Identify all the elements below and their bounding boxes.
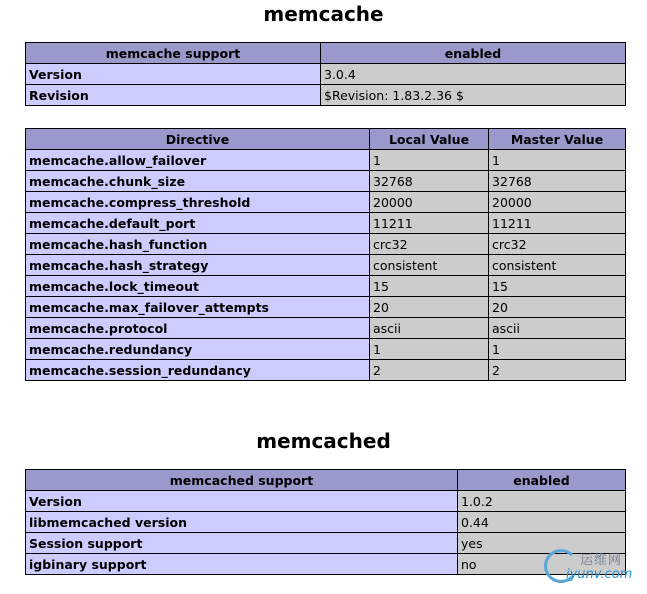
directive-name: memcache.hash_strategy: [26, 255, 370, 276]
directive-name: memcache.allow_failover: [26, 150, 370, 171]
master-value: 1: [489, 339, 626, 360]
master-value: consistent: [489, 255, 626, 276]
master-value: 11211: [489, 213, 626, 234]
table-row: [26, 276, 626, 297]
row-value: 3.0.4: [321, 64, 626, 85]
local-value: crc32: [370, 234, 489, 255]
header-cell: Master Value: [489, 129, 626, 150]
local-value: consistent: [370, 255, 489, 276]
master-value: 32768: [489, 171, 626, 192]
table-row: [26, 554, 626, 575]
master-value: crc32: [489, 234, 626, 255]
master-value: ascii: [489, 318, 626, 339]
watermark-url-text: iyunv.com: [566, 567, 633, 582]
directive-name: memcache.compress_threshold: [26, 192, 370, 213]
header-cell: Directive: [26, 129, 370, 150]
directive-name: memcache.session_redundancy: [26, 360, 370, 381]
table-row: [26, 360, 626, 381]
local-value: 15: [370, 276, 489, 297]
table-row: [26, 297, 626, 318]
row-value: no: [458, 554, 626, 575]
memcached-support-table: [25, 469, 626, 575]
table-row: [26, 491, 626, 512]
table-row: [26, 533, 626, 554]
row-key: libmemcached version: [26, 512, 458, 533]
header-cell: enabled: [321, 43, 626, 64]
table-row: [26, 255, 626, 276]
table-row: [26, 150, 626, 171]
row-key: Version: [26, 64, 321, 85]
local-value: 20: [370, 297, 489, 318]
local-value: 1: [370, 339, 489, 360]
table-header-row: [26, 43, 626, 64]
master-value: 2: [489, 360, 626, 381]
local-value: 11211: [370, 213, 489, 234]
table-row: [26, 64, 626, 85]
section-title-memcached: memcached: [256, 429, 391, 453]
row-value: $Revision: 1.83.2.36 $: [321, 85, 626, 106]
site-watermark: [540, 545, 645, 590]
header-cell: memcached support: [26, 470, 458, 491]
directive-name: memcache.max_failover_attempts: [26, 297, 370, 318]
table-row: [26, 339, 626, 360]
table-row: [26, 213, 626, 234]
table-row: [26, 234, 626, 255]
master-value: 15: [489, 276, 626, 297]
row-key: Version: [26, 491, 458, 512]
local-value: ascii: [370, 318, 489, 339]
memcache-directives-table: [25, 128, 626, 381]
local-value: 2: [370, 360, 489, 381]
table-header-row: [26, 470, 626, 491]
table-row: [26, 512, 626, 533]
master-value: 20: [489, 297, 626, 318]
local-value: 20000: [370, 192, 489, 213]
row-key: igbinary support: [26, 554, 458, 575]
directive-name: memcache.hash_function: [26, 234, 370, 255]
row-value: yes: [458, 533, 626, 554]
directive-name: memcache.redundancy: [26, 339, 370, 360]
header-cell: memcache support: [26, 43, 321, 64]
table-row: [26, 318, 626, 339]
master-value: 1: [489, 150, 626, 171]
table-row: [26, 85, 626, 106]
directive-name: memcache.chunk_size: [26, 171, 370, 192]
directive-name: memcache.lock_timeout: [26, 276, 370, 297]
watermark-chinese-text: 运维网: [580, 553, 623, 568]
section-title-memcache: memcache: [263, 2, 384, 26]
memcache-support-table: [25, 42, 626, 106]
header-cell: Local Value: [370, 129, 489, 150]
header-cell: enabled: [458, 470, 626, 491]
local-value: 32768: [370, 171, 489, 192]
row-value: 1.0.2: [458, 491, 626, 512]
row-value: 0.44: [458, 512, 626, 533]
row-key: Session support: [26, 533, 458, 554]
row-key: Revision: [26, 85, 321, 106]
table-header-row: [26, 129, 626, 150]
directive-name: memcache.protocol: [26, 318, 370, 339]
directive-name: memcache.default_port: [26, 213, 370, 234]
master-value: 20000: [489, 192, 626, 213]
table-row: [26, 192, 626, 213]
local-value: 1: [370, 150, 489, 171]
table-row: [26, 171, 626, 192]
